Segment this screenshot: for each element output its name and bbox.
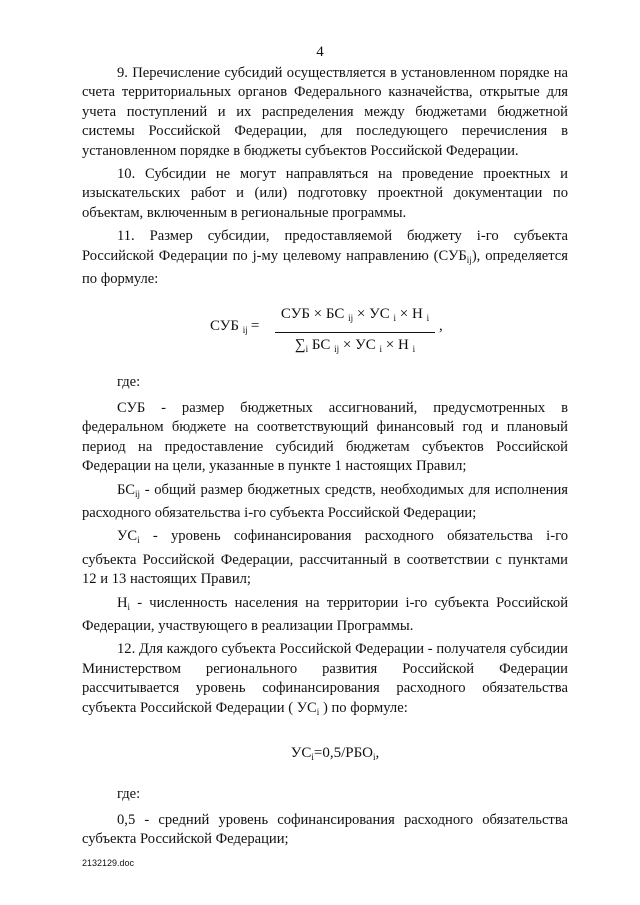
definition-n: $Н_i$ - численность населения на территории i-го субъекта Российской Федерации, участвующего в реализации Программы. [82, 594, 568, 634]
paragraph-9: 9. Перечисление субсидий осуществляется в установленном порядке на счета территориальных органов Федерального казначейства, открытые для учета поступлений и их распределения между бюджетами бюджетной системы Российской Федерации, для последующего перечисления в установленном порядке в бюджеты субъектов Российской Федерации. [82, 65, 568, 159]
formula-sub-ij [82, 297, 568, 355]
page-number: 4 [316, 44, 324, 60]
formula-us-i: $УС_i=0,5/РБО_i$, [290, 744, 380, 762]
formula-lhs: СУБ $_{ij}$ = [210, 318, 260, 336]
definition-bs: $БС_{ij}$ - общий размер бюджетных средств, необходимых для исполнения расходного обязательства i-го субъекта Российской Федерации; [82, 481, 568, 521]
definition-sub: СУБ - размер бюджетных ассигнований, предусмотренных в федеральном бюджете на соответствующий финансовый год и плановый период на предоставление субсидий бюджетам субъектов Российской Федерации на цели, указанные в пункте 1 настоящих Правил; [82, 399, 568, 475]
document-body [82, 64, 568, 854]
paragraph-11: 11. Размер субсидии, предоставляемой бюджету i-го субъекта Российской Федерации по j-му целевому направлению $(СУБ_{ij})$, определяется по формуле: [82, 228, 569, 288]
definition-05: 0,5 - средний уровень софинансирования расходного обязательства субъекта Российской Федерации; [82, 811, 568, 848]
formula-denominator: $\sum_i$ БС $_{ij}$ × УС $_i$ × Н $_i$ [294, 336, 416, 354]
where-label-2: где: [117, 786, 141, 803]
paragraph-10: 10. Субсидии не могут направляться на проведение проектных и изыскательских работ и (или) подготовку проектной документации по объектам, включенным в региональные программы. [82, 166, 568, 221]
definition-us: $УС_i$ - уровень софинансирования расходного обязательства i-го субъекта Российской Федерации, рассчитанный в соответствии с пунктами 12 и 13 настоящих Правил; [82, 528, 568, 588]
footer-filename: 2132129.doc [82, 858, 135, 868]
where-label-1: где: [117, 374, 141, 391]
formula-fraction [275, 305, 435, 359]
paragraph-12: 12. Для каждого субъекта Российской Федерации - получателя субсидии Министерством регионального развития Российской Федерации рассчитывается уровень софинансирования расходного обязательства субъекта Российской Федерации ( $УС_i$ ) по формуле: [82, 641, 568, 717]
formula-numerator: СУБ × БС $_{ij}$ × УС $_i$ × Н $_i$ [275, 305, 435, 332]
formula-comma: , [439, 318, 443, 335]
